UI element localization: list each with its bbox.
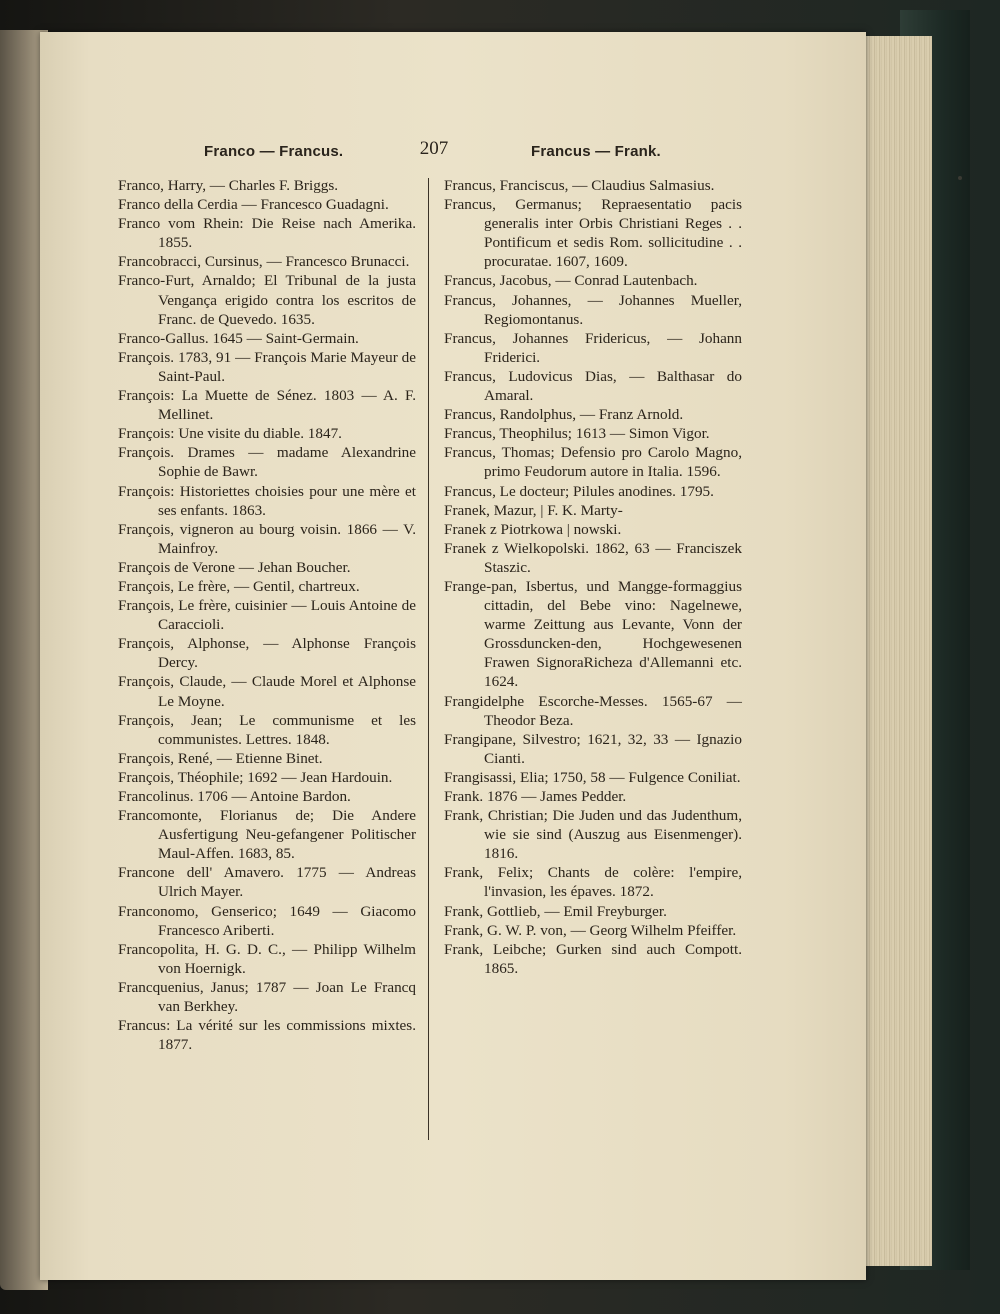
index-entry: Frangipane, Silvestro; 1621, 32, 33 — Ignazio Cianti. [444, 730, 742, 767]
index-entry: Frangidelphe Escorche-Messes. 1565-67 — Theodor Beza. [444, 692, 742, 729]
right-running-head: Francus — Frank. [531, 143, 661, 160]
index-entry: François, Jean; Le communisme et les communistes. Lettres. 1848. [118, 711, 416, 748]
index-entry: François, Le frère, — Gentil, chartreux. [118, 577, 360, 595]
index-entry: François: Historiettes choisies pour une mère et ses enfants. 1863. [118, 482, 416, 519]
index-entry: Frank. 1876 — James Pedder. [444, 788, 627, 805]
left-column [118, 176, 416, 1054]
index-entry: Franek z Piotrkowa | nowski. [444, 520, 622, 538]
index-entry: Francus, Le docteur; Pilules anodines. 1795. [444, 482, 714, 500]
column-divider [428, 178, 429, 1140]
index-entry: François: Une visite du diable. 1847. [118, 425, 342, 443]
index-entry: François, Le frère, cuisinier — Louis Antoine de Caraccioli. [118, 597, 416, 634]
index-entry: Frangisassi, Elia; 1750, 58 — Fulgence Coniliat. [444, 768, 741, 786]
index-entry: Francus, Ludovicus Dias, — Balthasar do Amaral. [444, 367, 742, 405]
index-entry: Frank, G. W. P. von, — Georg Wilhelm Pfeiffer. [444, 921, 737, 939]
index-entry: Francobracci, Cursinus, — Francesco Brunacci. [118, 253, 410, 271]
index-entry: François, vigneron au bourg voisin. 1866 — V. Mainfroy. [118, 520, 416, 557]
index-entry: Franek z Wielkopolski. 1862, 63 — Franciszek Staszic. [444, 539, 742, 576]
index-entry: Frange-pan, Isbertus, und Mangge-formaggius cittadin, del Bebe vino: Nagelnewe, warme Zeittung aus Levante, Vonn der Grossduncken-den, Hochgewesenen Frawen SignoraRicheza d'Allemanni etc. 1624. [444, 577, 742, 691]
index-entry: François, Alphonse, — Alphonse François Dercy. [118, 635, 416, 672]
index-entry: François, Claude, — Claude Morel et Alphonse Le Moyne. [118, 673, 416, 710]
right-column [444, 176, 742, 978]
left-running-head: Franco — Francus. [204, 143, 344, 160]
index-entry: François. Drames — madame Alexandrine Sophie de Bawr. [118, 444, 416, 481]
index-entry: Frank, Leibche; Gurken sind auch Compott. 1865. [444, 940, 742, 977]
index-entry: Frank, Christian; Die Juden und das Judenthum, wie sie sind (Auszug aus Eisenmenger). 1816. [444, 807, 742, 863]
margin-dot [958, 176, 962, 180]
index-entry: Francus: La vérité sur les commissions mixtes. 1877. [118, 1017, 416, 1054]
index-entry: Franco della Cerdia — Francesco Guadagni. [118, 196, 389, 214]
index-entry: Francus, Johannes Fridericus, — Johann Friderici. [444, 329, 742, 366]
index-entry: Frank, Gottlieb, — Emil Freyburger. [444, 902, 667, 920]
index-entry: Francus, Theophilus; 1613 — Simon Vigor. [444, 425, 710, 443]
index-entry: François: La Muette de Sénez. 1803 — A. F. Mellinet. [118, 387, 416, 424]
index-entry: Francomonte, Florianus de; Die Andere Ausfertigung Neu-gefangener Politischer Maul-Affen. 1683, 85. [118, 807, 416, 863]
index-entry: Frank, Felix; Chants de colère: l'empire, l'invasion, les épaves. 1872. [444, 864, 742, 901]
index-entry: Franco, Harry, — Charles F. Briggs. [118, 177, 339, 194]
index-entry: Franco-Furt, Arnaldo; El Tribunal de la justa Vengança erigido contra los escritos de Franc. de Quevedo. 1635. [118, 272, 416, 328]
index-entry: François, René, — Etienne Binet. [118, 749, 323, 767]
index-entry: François, Théophile; 1692 — Jean Hardouin. [118, 768, 393, 786]
index-entry: Francone dell' Amavero. 1775 — Andreas Ulrich Mayer. [118, 864, 416, 901]
index-entry: François de Verone — Jehan Boucher. [118, 558, 351, 576]
index-entry: Franconomo, Genserico; 1649 — Giacomo Francesco Ariberti. [118, 902, 416, 939]
index-entry: François. 1783, 91 — François Marie Mayeur de Saint-Paul. [118, 348, 416, 385]
index-entry: Francopolita, H. G. D. C., — Philipp Wilhelm von Hoernigk. [118, 940, 416, 977]
index-entry: Franco-Gallus. 1645 — Saint-Germain. [118, 329, 359, 347]
index-entry: Francus, Franciscus, — Claudius Salmasius. [444, 177, 715, 194]
index-entry: Francolinus. 1706 — Antoine Bardon. [118, 788, 351, 805]
index-entry: Francus, Germanus; Repraesentatio pacis generalis inter Orbis Christiani Reges . . Pontificum et sedis Rom. sollicitudine . . procuratae. 1607, 1609. [444, 196, 742, 271]
index-entry: Franco vom Rhein: Die Reise nach Amerika. 1855. [118, 215, 416, 252]
page-number: 207 [419, 138, 449, 159]
index-entry: Franek, Mazur, | F. K. Marty- [444, 501, 623, 519]
page-edges-stack [860, 36, 932, 1266]
index-entry: Francus, Jacobus, — Conrad Lautenbach. [444, 272, 698, 290]
index-entry: Francus, Thomas; Defensio pro Carolo Magno, primo Feudorum autore in Italia. 1596. [444, 444, 742, 481]
index-entry: Francus, Randolphus, — Franz Arnold. [444, 406, 684, 424]
index-entry: Francquenius, Janus; 1787 — Joan Le Francq van Berkhey. [118, 978, 416, 1016]
index-entry: Francus, Johannes, — Johannes Mueller, Regiomontanus. [444, 291, 742, 328]
